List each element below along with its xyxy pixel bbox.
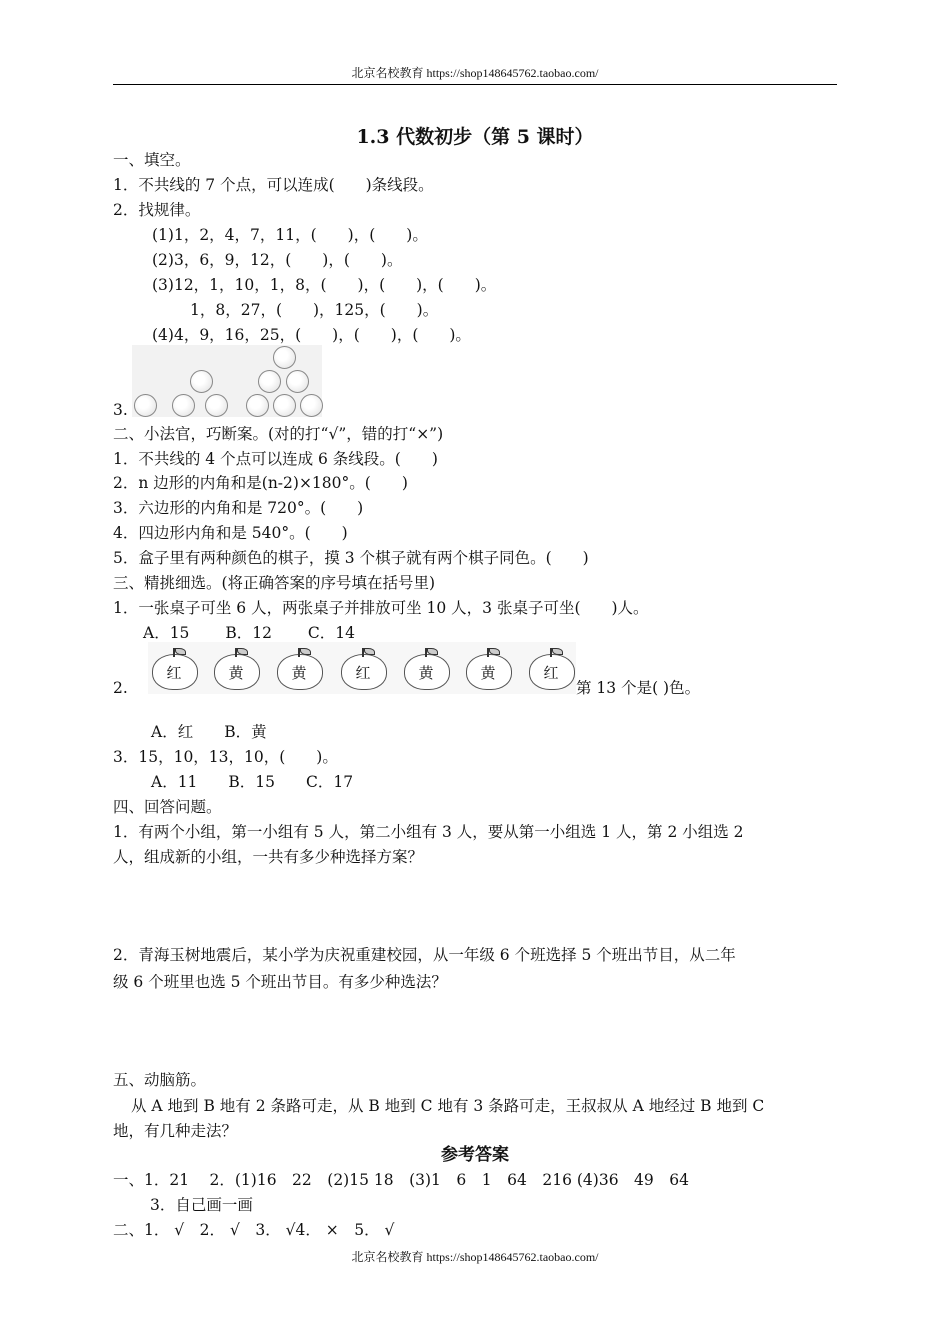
question-3-1-options: A．15 B．12 C．14 [143, 624, 355, 642]
answer-key-title: 参考答案 [441, 1145, 509, 1165]
question-1-2-2: (2)3，6，9，12，( )，( )。 [152, 251, 403, 269]
question-5-line-2: 地，有几种走法？ [113, 1122, 238, 1140]
question-2-1: 1．不共线的 4 个点可以连成 6 条线段。( ) [113, 450, 438, 468]
question-4-1-line-1: 1．有两个小组，第一小组有 5 人，第二小组有 3 人，要从第一小组选 1 人，第 2 小组选 2 [113, 823, 744, 841]
question-2-3: 3．六边形的内角和是 720°。( ) [113, 499, 364, 517]
question-3-2: 2. [113, 679, 128, 697]
question-1-2: 2．找规律。 [113, 201, 201, 219]
dot [273, 394, 296, 417]
answer-line-3: 二、1． √ 2． √ 3． √4． × 5． √ [113, 1221, 395, 1239]
dot [190, 370, 213, 393]
question-1-1: 1．不共线的 7 个点，可以连成( )条线段。 [113, 176, 434, 194]
dot [246, 394, 269, 417]
question-4-2-line-1: 2．青海玉树地震后，某小学为庆祝重建校园，从一年级 6 个班选择 5 个班出节目，从二年 [113, 946, 736, 964]
apple-label: 红 [543, 664, 559, 682]
question-2-2: 2．n 边形的内角和是(n-2)×180°。( ) [113, 474, 408, 492]
question-3-2-options: A．红 B．黄 [151, 723, 267, 741]
section-2-heading: 二、小法官，巧断案。(对的打“√”，错的打“×”) [113, 425, 444, 443]
page-footer: 北京名校教育 https://shop148645762.taobao.com/ [351, 1250, 599, 1264]
apple [341, 648, 385, 688]
dot [172, 394, 195, 417]
page-header: 北京名校教育 https://shop148645762.taobao.com/ [351, 66, 599, 80]
dot-pattern-figure [132, 345, 322, 417]
apple [152, 648, 196, 688]
question-4-2-line-2: 级 6 个班里也选 5 个班出节目。有多少种选法？ [113, 973, 447, 991]
question-1-2-1: (1)1，2，4，7，11，( )，( )。 [152, 226, 428, 244]
header-divider [113, 84, 837, 85]
dot [258, 370, 281, 393]
apple-label: 红 [355, 664, 371, 682]
section-4-heading: 四、回答问题。 [113, 798, 222, 816]
dot [205, 394, 228, 417]
apple [466, 648, 510, 688]
question-1-2-3b: 1，8，27，( )，125，( )。 [190, 301, 439, 319]
apple-label: 红 [166, 664, 182, 682]
apple [529, 648, 573, 688]
apple [404, 648, 448, 688]
dot [134, 394, 157, 417]
question-3-2-tail: 第 13 个是( )色。 [576, 679, 701, 697]
section-5-heading: 五、动脑筋。 [113, 1071, 207, 1089]
apple-label: 黄 [418, 664, 434, 682]
question-3-3-options: A．11 B．15 C．17 [151, 773, 354, 791]
question-1-2-3: (3)12，1，10，1，8，( )，( )，( )。 [152, 276, 497, 294]
apple-label: 黄 [291, 664, 307, 682]
section-1-heading: 一、填空。 [113, 151, 191, 169]
apple [214, 648, 258, 688]
question-5-line-1: 从 A 地到 B 地有 2 条路可走，从 B 地到 C 地有 3 条路可走，王叔叔从 A 地经过 B 地到 C [131, 1097, 765, 1115]
dot [273, 346, 296, 369]
dot [286, 370, 309, 393]
apple [277, 648, 321, 688]
apple-label: 黄 [228, 664, 244, 682]
question-1-2-4: (4)4，9，16，25，( )，( )，( )。 [152, 326, 471, 344]
question-2-5: 5．盒子里有两种颜色的棋子，摸 3 个棋子就有两个棋子同色。( ) [113, 549, 589, 567]
question-1-3: 3. [113, 401, 128, 419]
apple-sequence-figure [148, 642, 576, 694]
question-3-1: 1．一张桌子可坐 6 人，两张桌子并排放可坐 10 人，3 张桌子可坐( )人。 [113, 599, 649, 617]
question-4-1-line-2: 人，组成新的小组，一共有多少种选择方案？ [113, 848, 424, 866]
section-3-heading: 三、精挑细选。(将正确答案的序号填在括号里) [113, 574, 436, 592]
answer-line-1: 一、1．21 2．(1)16 22 (2)15 18 (3)1 6 1 64 216 (4)36 49 64 [113, 1171, 690, 1189]
dot [300, 394, 323, 417]
question-3-3: 3．15，10，13，10，( )。 [113, 748, 338, 766]
apple-label: 黄 [480, 664, 496, 682]
question-2-4: 4．四边形内角和是 540°。( ) [113, 524, 348, 542]
answer-line-2: 3．自己画一画 [150, 1196, 253, 1214]
page-title: 1.3 代数初步（第 5 课时） [356, 126, 594, 148]
